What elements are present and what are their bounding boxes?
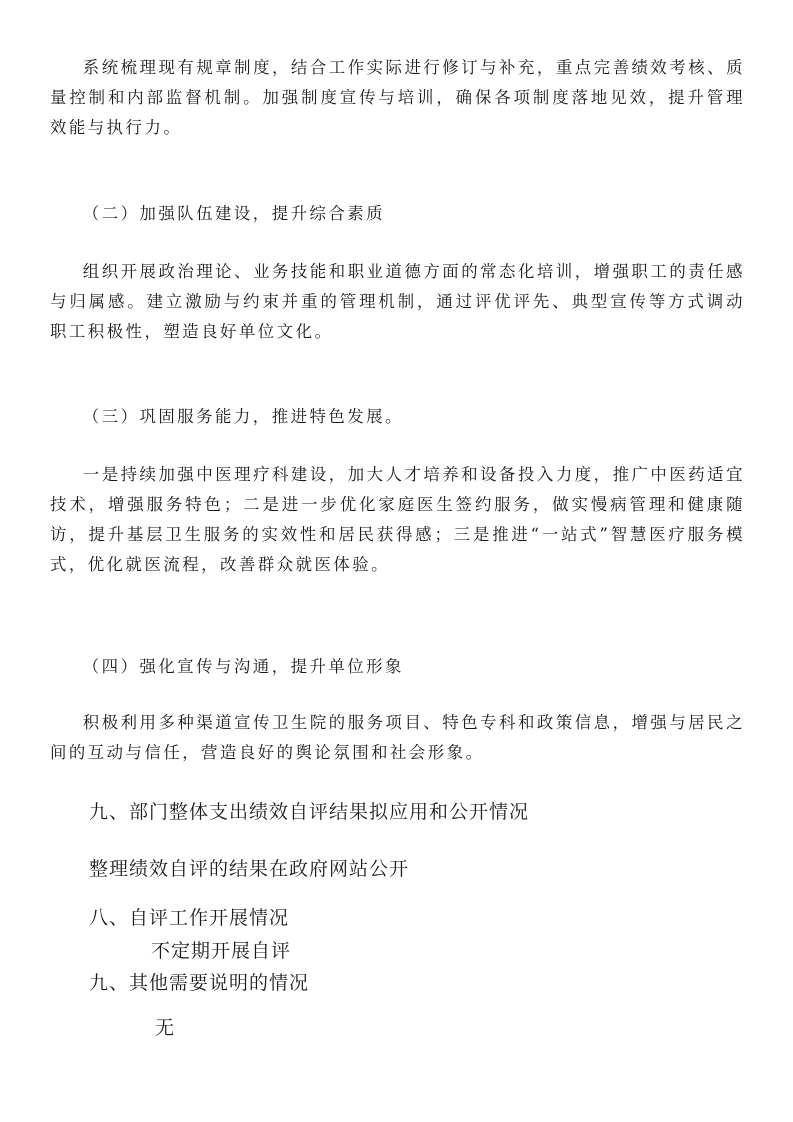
- section-title-results-application: 九、部门整体支出绩效自评结果拟应用和公开情况: [89, 801, 530, 823]
- subheading-team-building: （二）加强队伍建设，提升综合素质: [82, 204, 386, 223]
- subheading-publicity: （四）强化宣传与沟通，提升单位形象: [82, 657, 404, 676]
- paragraph-regulations: 系统梳理现有规章制度，结合工作实际进行修订与补充，重点完善绩效考核、质量控制和内部监督机制。加强制度宣传与培训，确保各项制度落地见效，提升管理效能与执行力。: [50, 58, 745, 137]
- section-body-other-notes: 无: [155, 1017, 176, 1039]
- section-title-self-evaluation: 八、自评工作开展情况: [89, 907, 290, 929]
- subheading-service-capacity: （三）巩固服务能力，推进特色发展。: [82, 407, 404, 426]
- paragraph-publicity: 积极利用多种渠道宣传卫生院的服务项目、特色专科和政策信息，增强与居民之间的互动与信任，营造良好的舆论氛围和社会形象。: [50, 713, 745, 762]
- section-body-self-evaluation: 不定期开展自评: [151, 940, 292, 962]
- section-body-results-application: 整理绩效自评的结果在政府网站公开: [89, 858, 410, 880]
- paragraph-team-building: 组织开展政治理论、业务技能和职业道德方面的常态化培训，增强职工的责任感与归属感。建立激励与约束并重的管理机制，通过评优评先、典型宣传等方式调动职工积极性，塑造良好单位文化。: [50, 262, 745, 341]
- paragraph-service-capacity: 一是持续加强中医理疗科建设，加大人才培养和设备投入力度，推广中医药适宜技术，增强服务特色；二是进一步优化家庭医生签约服务，做实慢病管理和健康随访，提升基层卫生服务的实效性和居民获得感；三是推进“一站式”智慧医疗服务模式，优化就医流程，改善群众就医体验。: [50, 465, 745, 574]
- section-title-other-notes: 九、其他需要说明的情况: [89, 972, 310, 994]
